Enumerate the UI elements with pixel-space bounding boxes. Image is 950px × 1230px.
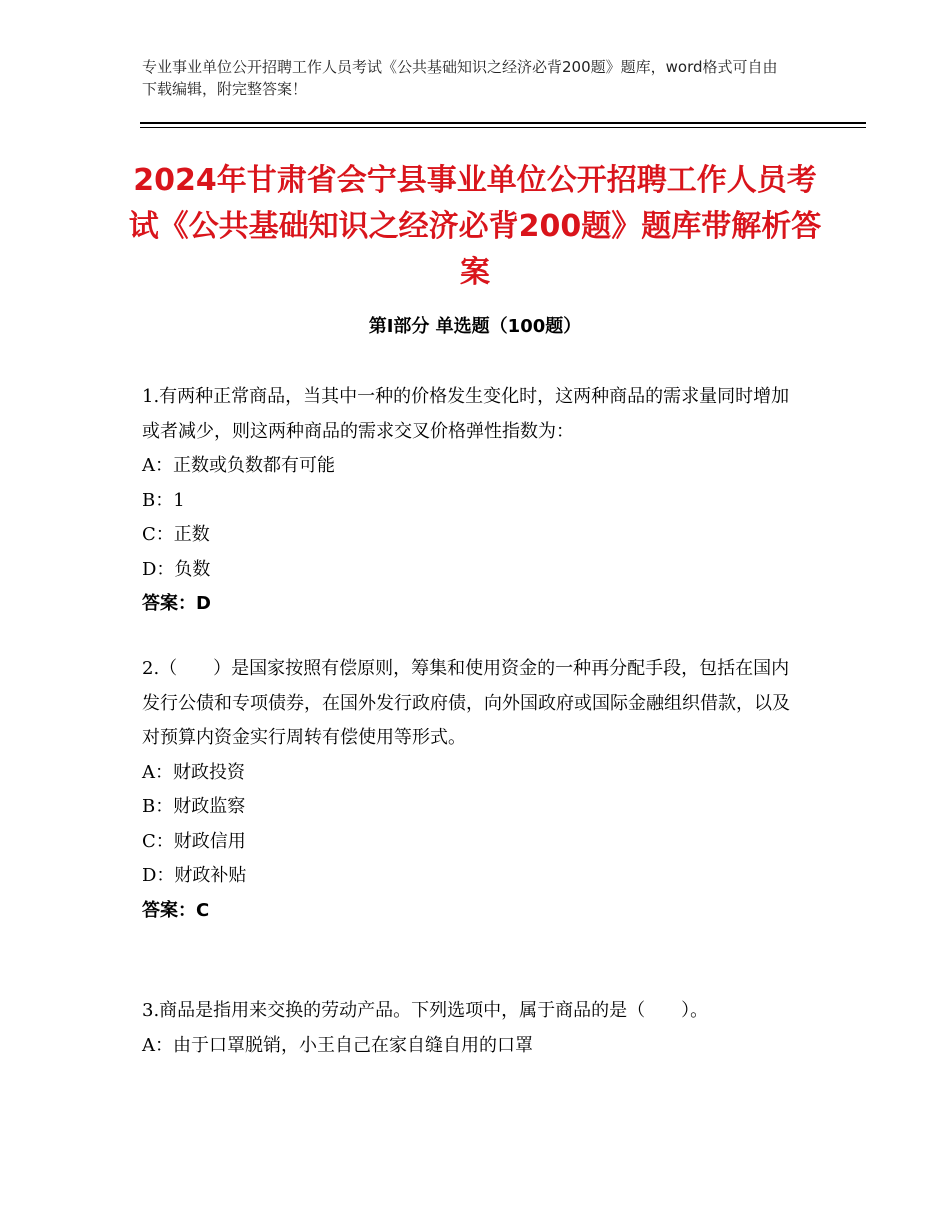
option-c: C：财政信用 [142,830,246,852]
option-d: D：财政补贴 [142,865,247,886]
question-1 [142,380,802,622]
section-title: 第Ⅰ部分 单选题（100题） [368,316,582,337]
option-d: D：负数 [142,558,211,580]
option-a: A：正数或负数都有可能 [142,455,335,476]
option-c: C：正数 [142,524,210,545]
document-title: 2024年甘肃省会宁县事业单位公开招聘工作人员考试《公共基础知识之经济必背200题》题库带解析答案 [128,163,822,290]
option-b: B：财政监察 [142,796,246,817]
question-3 [142,994,802,1063]
header-rule-thick [140,122,866,124]
answer-label: 答案：D [142,593,211,614]
header-note: 专业事业单位公开招聘工作人员考试《公共基础知识之经济必背200题》题库，word格式可自由下载编辑，附完整答案！ [142,58,778,98]
header-rule-thin [140,127,866,128]
question-stem: 3.商品是指用来交换的劳动产品。下列选项中，属于商品的是（ ）。 [142,1000,709,1021]
question-stem: 1.有两种正常商品，当其中一种的价格发生变化时，这两种商品的需求量同时增加或者减少，则这两种商品的需求交叉价格弹性指数为： [142,386,790,442]
option-a: A：由于口罩脱销，小王自己在家自缝自用的口罩 [142,1034,533,1056]
option-a: A：财政投资 [142,761,245,783]
question-stem: 2.（ ）是国家按照有偿原则，筹集和使用资金的一种再分配手段，包括在国内发行公债和专项债券，在国外发行政府债，向外国政府或国际金融组织借款，以及对预算内资金实行周转有偿使用等形式。 [142,658,790,748]
question-2 [142,652,802,928]
answer-label: 答案：C [142,899,210,921]
option-b: B：1 [142,489,185,511]
